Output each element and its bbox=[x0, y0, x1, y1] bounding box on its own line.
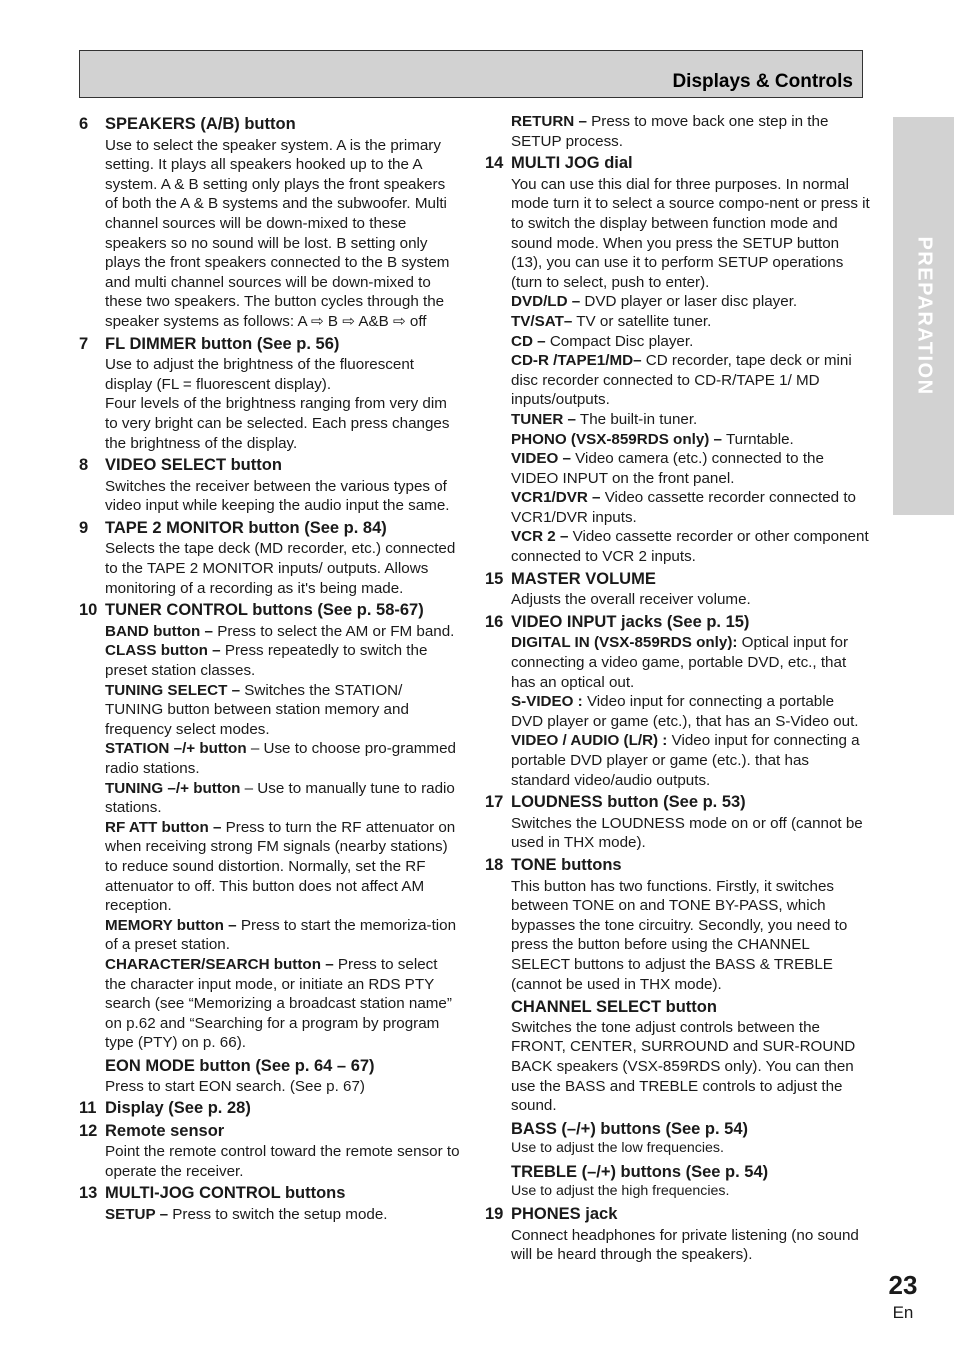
dvd-item: DVD/LD – DVD player or laser disc player. bbox=[511, 293, 798, 311]
entry-heading: 12 Remote sensor bbox=[79, 1121, 225, 1140]
side-tab-label: PREPARATION bbox=[913, 236, 935, 396]
entry-heading: 14 MULTI JOG dial bbox=[485, 154, 633, 173]
entry-heading: 9 TAPE 2 MONITOR button (See p. 84) bbox=[79, 518, 387, 537]
channel-select-heading: CHANNEL SELECT button bbox=[511, 998, 717, 1017]
entry-text: Four levels of the brightness ranging from very dim to very bright can be selected. Each press changes the brightness of the display. bbox=[105, 395, 450, 452]
rf-att-item: RF ATT button – Press to turn the RF attenuator on when receiving strong FM signals (nearby stations) to reduce sound distortion. Normally, set the RF attenuator to off. This button does not affect AM reception. bbox=[105, 818, 456, 915]
entry-heading: 17 LOUDNESS button (See p. 53) bbox=[485, 793, 746, 812]
entry-tone bbox=[485, 856, 870, 1202]
entry-display bbox=[79, 1099, 462, 1119]
entry-text: Connect headphones for private listening (no sound will be heard through the speakers). bbox=[511, 1226, 859, 1264]
eon-mode-text: Press to start EON search. (See p. 67) bbox=[105, 1077, 365, 1095]
treble-text: Use to adjust the high frequencies. bbox=[511, 1183, 730, 1200]
setup-item: SETUP – Press to switch the setup mode. bbox=[105, 1206, 388, 1224]
character-search-item: CHARACTER/SEARCH button – Press to select the character input mode, or initiate an RDS PTY search (see “Memorizing a broadcast station name” on p.62 and “Searching for a program by program type (PTY) on p. 66). bbox=[105, 955, 452, 1052]
entry-video-select bbox=[79, 456, 462, 516]
entry-heading: 18 TONE buttons bbox=[485, 855, 622, 874]
entry-text: Selects the tape deck (MD recorder, etc.) connected to the TAPE 2 MONITOR inputs/ outputs. Allows monitoring of a recording as it's being made. bbox=[105, 540, 456, 597]
vcr1-item: VCR1/DVR – Video cassette recorder connected to VCR1/DVR inputs. bbox=[511, 489, 857, 526]
language-code: En bbox=[892, 1303, 914, 1322]
entry-fl-dimmer bbox=[79, 335, 462, 454]
entry-video-input bbox=[485, 613, 870, 790]
entry-phones bbox=[485, 1205, 870, 1265]
vcr2-item: VCR 2 – Video cassette recorder or other component connected to VCR 2 inputs. bbox=[511, 528, 869, 566]
entry-heading: 8 VIDEO SELECT button bbox=[79, 456, 282, 475]
page-number: 23 bbox=[888, 1270, 918, 1300]
entry-text: Switches the receiver between the various types of video input while keeping the audio input the same. bbox=[105, 477, 450, 515]
entry-heading: 7 FL DIMMER button (See p. 56) bbox=[79, 334, 340, 353]
entry-heading: 16 VIDEO INPUT jacks (See p. 15) bbox=[485, 612, 750, 631]
channel-select-text: Switches the tone adjust controls between the FRONT, CENTER, SURROUND and SUR-ROUND BACK speakers (VSX-859RDS only). You can then use the BASS and TREBLE controls to adjust the sound. bbox=[511, 1018, 856, 1115]
video-audio-item: VIDEO / AUDIO (L/R) : Video input for connecting a portable DVD player or game (etc.). that has standard video/audio outputs. bbox=[511, 732, 860, 789]
entry-text: Switches the LOUDNESS mode on or off (cannot be used in THX mode). bbox=[511, 814, 863, 852]
entry-heading: 11 Display (See p. 28) bbox=[79, 1099, 251, 1118]
entry-remote-sensor bbox=[79, 1122, 462, 1182]
right-column bbox=[485, 112, 870, 1267]
cdr-item: CD-R /TAPE1/MD– CD recorder, tape deck or mini disc recorder connected to CD-R/TAPE 1/ MD inputs/outputs. bbox=[511, 352, 852, 409]
entry-text: Use to adjust the brightness of the fluorescent display (FL = fluorescent display). bbox=[105, 356, 414, 393]
bass-text: Use to adjust the low frequencies. bbox=[511, 1140, 724, 1157]
phono-item: PHONO (VSX-859RDS only) – Turntable. bbox=[511, 430, 794, 448]
band-item: BAND button – Press to select the AM or FM band. bbox=[105, 622, 455, 640]
entry-loudness bbox=[485, 793, 870, 853]
entry-heading: 13 MULTI-JOG CONTROL buttons bbox=[79, 1184, 346, 1203]
entry-heading: 10 TUNER CONTROL buttons (See p. 58-67) bbox=[79, 601, 424, 620]
tuning-item: TUNING –/+ button – Use to manually tune to radio stations. bbox=[105, 779, 455, 817]
s-video-item: S-VIDEO : Video input for connecting a portable DVD player or game (etc.), that has an S-Video out. bbox=[511, 693, 859, 730]
entry-heading: 15 MASTER VOLUME bbox=[485, 569, 656, 588]
station-item: STATION –/+ button – Use to choose pro-grammed radio stations. bbox=[105, 740, 456, 777]
entry-tuner-control bbox=[79, 601, 462, 1096]
side-tab bbox=[893, 117, 954, 515]
memory-item: MEMORY button – Press to start the memoriza-tion of a preset station. bbox=[105, 916, 457, 954]
class-item: CLASS button – Press repeatedly to switch the preset station classes. bbox=[105, 642, 428, 680]
entry-heading: 19 PHONES jack bbox=[485, 1205, 618, 1224]
entry-text: You can use this dial for three purposes. In normal mode turn it to select a source compo-nent or press it to switch the display between function mode and sound mode. When you press the SETUP button (13), you can use it to perform SETUP operations (turn to select, push to enter). bbox=[511, 175, 870, 291]
left-column bbox=[79, 112, 462, 1227]
section-header-bar bbox=[79, 50, 863, 98]
entry-text: Use to select the speaker system. A is the primary setting. It plays all speakers hooked up to the A system. A & B setting only plays the front speakers of both the A & B systems and the subwoofer. Multi channel sources will be down-mixed to these speakers so no sound will be lost. B setting only plays the front speakers connected to the B system and multi channel sources will be down-mixed to these two speakers. The button cycles through the speaker systems as follows: A ⇨ B ⇨ A&B ⇨ off bbox=[105, 136, 450, 330]
entry-heading: 6 SPEAKERS (A/B) button bbox=[79, 115, 296, 133]
entry-text: Adjusts the overall receiver volume. bbox=[511, 591, 751, 609]
entry-multi-jog-control bbox=[79, 1184, 462, 1224]
entry-master-volume bbox=[485, 570, 870, 610]
entry-text: Point the remote control toward the remote sensor to operate the receiver. bbox=[105, 1143, 460, 1180]
section-title: Displays & Controls bbox=[672, 71, 853, 92]
entry-speakers bbox=[79, 115, 462, 332]
entry-text: This button has two functions. Firstly, it switches between TONE on and TONE BY-PASS, which bypasses the tone circuitry. Secondly, you need to press the button before using the CHANNEL SELECT buttons to adjust the BASS & TREBLE (cannot be used in THX mode). bbox=[511, 877, 848, 993]
video-item: VIDEO – Video camera (etc.) connected to the VIDEO INPUT on the front panel. bbox=[511, 450, 824, 487]
cd-item: CD – Compact Disc player. bbox=[511, 332, 694, 350]
entry-multi-jog-dial bbox=[485, 154, 870, 566]
tv-sat-item: TV/SAT– TV or satellite tuner. bbox=[511, 312, 712, 330]
bass-heading: BASS (–/+) buttons (See p. 54) bbox=[511, 1119, 748, 1138]
eon-mode-heading: EON MODE button (See p. 64 – 67) bbox=[105, 1056, 375, 1075]
tuner-item: TUNER – The built-in tuner. bbox=[511, 410, 698, 428]
treble-heading: TREBLE (–/+) buttons (See p. 54) bbox=[511, 1162, 769, 1181]
return-item: RETURN – Press to move back one step in the SETUP process. bbox=[511, 113, 829, 150]
digital-in-item: DIGITAL IN (VSX-859RDS only): Optical input for connecting a video game, portable DVD, etc., that has an optical out. bbox=[511, 634, 849, 691]
entry-tape2-monitor bbox=[79, 519, 462, 598]
tuning-select-item: TUNING SELECT – Switches the STATION/ TUNING button between station memory and frequency select modes. bbox=[105, 681, 409, 738]
